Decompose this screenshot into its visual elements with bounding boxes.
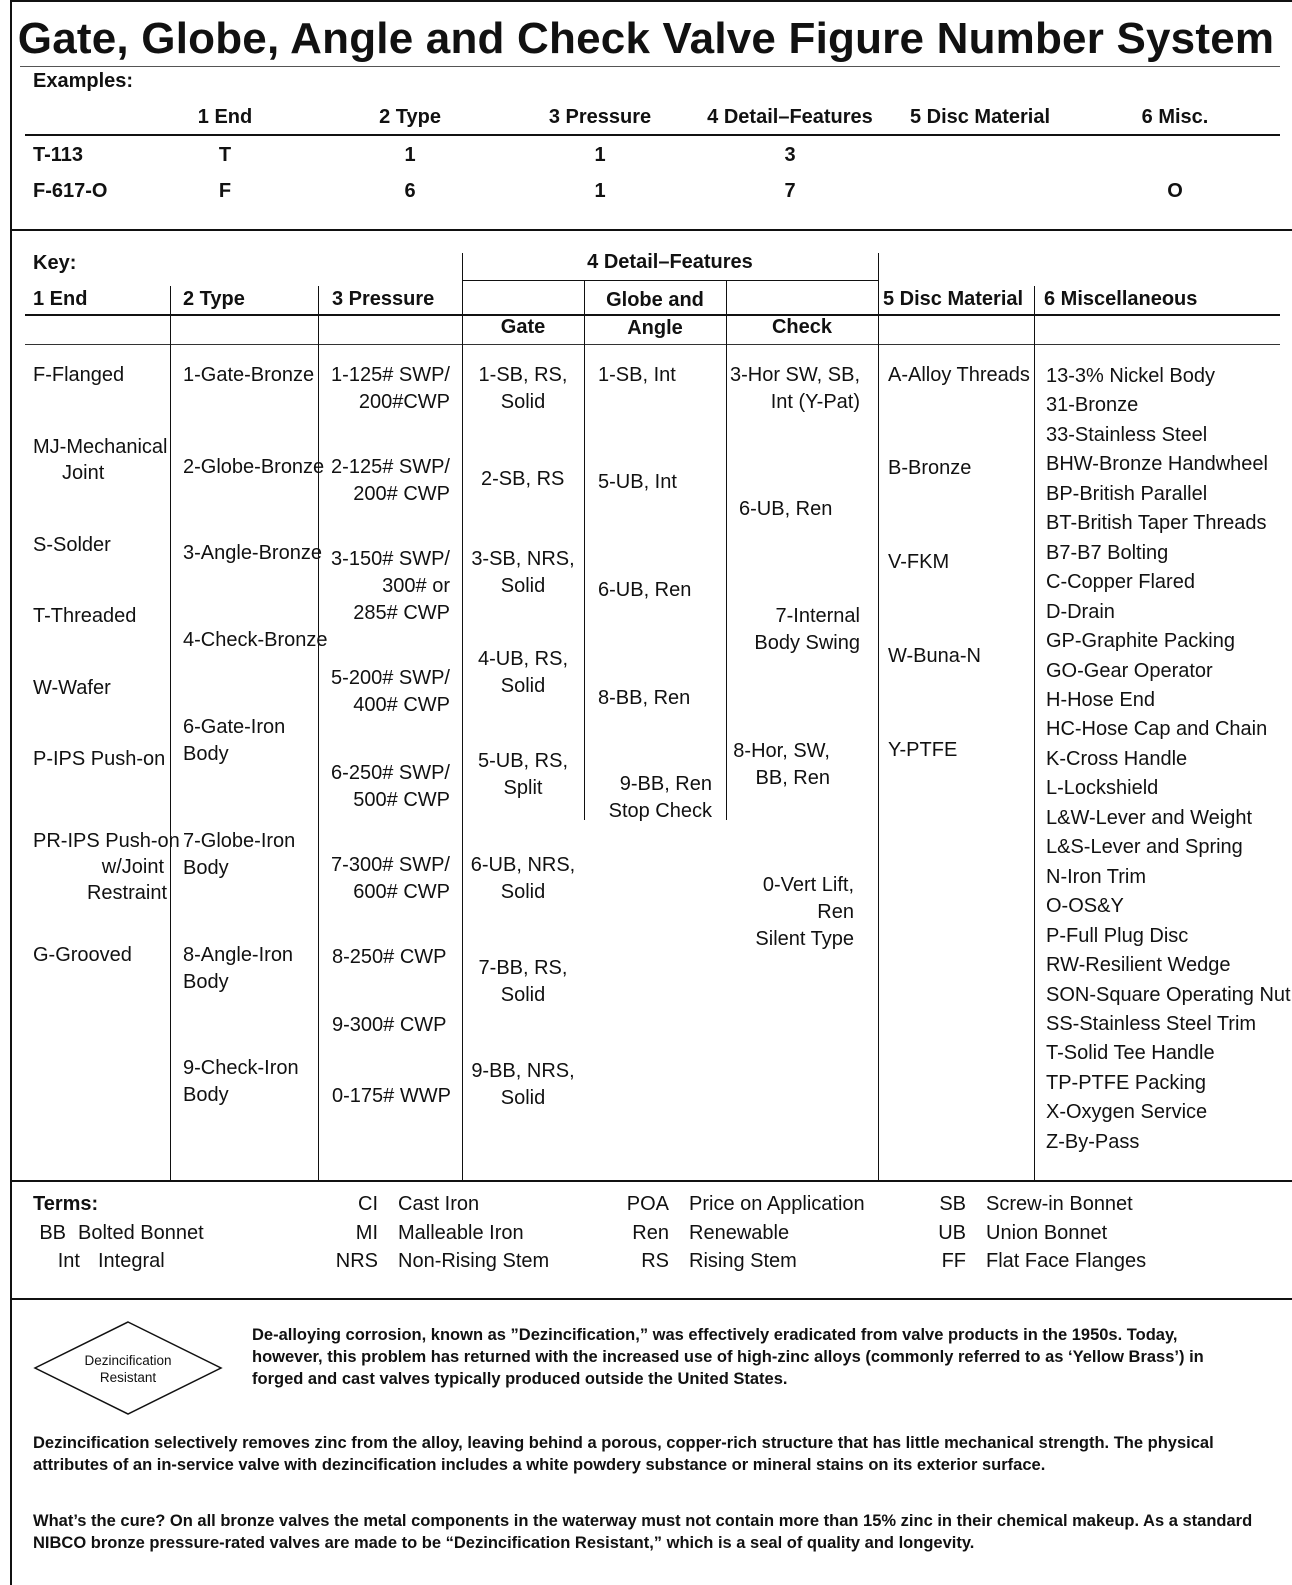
- pressure-item-7: 7-300# SWP/ 600# CWP: [331, 854, 450, 903]
- misc-item: 13-3% Nickel Body: [1046, 365, 1215, 387]
- section-divider-1: [10, 229, 1292, 231]
- pressure-item-6: 6-250# SWP/ 500# CWP: [331, 762, 450, 811]
- example-row-1-type: 1: [404, 144, 416, 166]
- pressure-item-9: 9-300# CWP: [332, 1014, 447, 1036]
- examples-header-type: 2 Type: [379, 106, 441, 128]
- term-def: Rising Stem: [689, 1250, 797, 1272]
- misc-item: X-Oxygen Service: [1046, 1101, 1208, 1124]
- pressure-item-3: 3-150# SWP/ 300# or 285# CWP: [331, 548, 450, 624]
- key-header-type: 2 Type: [183, 288, 245, 310]
- frame-top: [10, 0, 1292, 2]
- key-header-misc: 6 Miscellaneous: [1044, 288, 1198, 310]
- term-def: Bolted Bonnet: [78, 1222, 204, 1244]
- example-row-2-type: 6: [404, 180, 416, 202]
- end-item-grooved: G-Grooved: [33, 944, 132, 966]
- misc-item: HC-Hose Cap and Chain: [1046, 718, 1268, 741]
- misc-item: 31-Bronze: [1046, 394, 1139, 417]
- misc-item: 33-Stainless Steel: [1046, 423, 1208, 446]
- key-header-end: 1 End: [33, 288, 88, 310]
- misc-item: H-Hose End: [1046, 688, 1155, 711]
- end-item-flanged: F-Flanged: [33, 364, 125, 386]
- check-item-3: 3-Hor SW, SB, Int (Y-Pat): [729, 364, 860, 413]
- col-sep-6: [878, 253, 879, 1180]
- term-def: Malleable Iron: [398, 1222, 524, 1244]
- term-abbr: FF: [941, 1250, 966, 1272]
- gate-item-4: 4-UB, RS, Solid: [477, 648, 569, 697]
- col-sep-4: [584, 280, 585, 820]
- gate-item-1: 1-SB, RS, Solid: [478, 364, 568, 413]
- key-header-globe: Globe and Angle: [606, 289, 704, 339]
- examples-header-detail: 4 Detail–Features: [707, 106, 873, 128]
- check-item-0: 0-Vert Lift, Ren Silent Type: [755, 874, 854, 950]
- misc-item: L&S-Lever and Spring: [1046, 836, 1243, 859]
- pressure-item-8: 8-250# CWP: [332, 946, 447, 968]
- example-row-1-code: T-113: [33, 144, 84, 166]
- type-item-8: 8-Angle-Iron Body: [183, 944, 294, 993]
- dezinc-paragraph-2: Dezincification selectively removes zinc from the alloy, leaving behind a porous, copper-rich structure that has little mechanical strength. The physical attributes of an in-service valve with dezincification includes a white powdery substance or mineral stains on its exterior surface.: [33, 1434, 1214, 1474]
- end-item-ips-push-on: P-IPS Push-on: [33, 748, 166, 770]
- term-abbr: BB: [39, 1222, 66, 1244]
- end-item-solder: S-Solder: [33, 534, 111, 556]
- term-abbr: UB: [938, 1222, 966, 1244]
- gate-item-9: 9-BB, NRS, Solid: [471, 1060, 575, 1109]
- page-title: Gate, Globe, Angle and Check Valve Figure Number System: [17, 14, 1275, 63]
- dezinc-paragraph-1: De-alloying corrosion, known as ”Dezincification,” was effectively eradicated from valve products in the 1950s. Today, however, this problem has returned with the increased use of high-zinc alloys (commonly referred to as ‘Yellow Brass’) in forged and cast valves typically produced outside the United States.: [252, 1326, 1204, 1388]
- examples-header-misc: 6 Misc.: [1141, 106, 1209, 128]
- key-header-check: Check: [771, 316, 833, 338]
- term-def: Price on Application: [689, 1193, 865, 1215]
- type-item-2: 2-Globe-Bronze: [183, 456, 325, 478]
- type-item-9: 9-Check-Iron Body: [183, 1057, 299, 1106]
- example-row-2-detail: 7: [784, 180, 796, 202]
- end-item-threaded: T-Threaded: [33, 605, 137, 627]
- pressure-item-1: 1-125# SWP/ 200#CWP: [331, 364, 450, 413]
- pressure-item-0: 0-175# WWP: [332, 1085, 451, 1107]
- misc-item: BHW-Bronze Handwheel: [1046, 453, 1268, 476]
- example-row-1-pressure: 1: [594, 144, 606, 166]
- misc-list: [1046, 362, 1291, 1157]
- pressure-item-2: 2-125# SWP/ 200# CWP: [331, 456, 450, 505]
- globe-item-1: 1-SB, Int: [598, 364, 676, 386]
- misc-item: C-Copper Flared: [1046, 571, 1195, 594]
- gate-item-6: 6-UB, NRS, Solid: [470, 854, 576, 903]
- term-def: Screw-in Bonnet: [986, 1193, 1133, 1215]
- examples-label: Examples:: [33, 70, 134, 92]
- misc-item: RW-Resilient Wedge: [1046, 954, 1231, 977]
- term-abbr: Ren: [632, 1222, 669, 1244]
- type-item-6: 6-Gate-Iron Body: [183, 716, 286, 765]
- term-def: Flat Face Flanges: [986, 1250, 1147, 1272]
- disc-item-w: W-Buna-N: [888, 645, 981, 667]
- disc-item-b: B-Bronze: [888, 457, 972, 479]
- term-abbr: MI: [355, 1222, 378, 1244]
- gate-item-2: 2-SB, RS: [481, 468, 565, 490]
- key-header-pressure: 3 Pressure: [332, 288, 435, 310]
- examples-header-end: 1 End: [197, 106, 253, 128]
- end-item-mechanical: MJ-Mechanical: [33, 436, 168, 458]
- disc-item-a: A-Alloy Threads: [888, 364, 1030, 386]
- key-header-rule-2: [25, 344, 1280, 345]
- misc-item: GO-Gear Operator: [1046, 659, 1213, 682]
- term-abbr: POA: [626, 1193, 669, 1215]
- misc-item: L-Lockshield: [1046, 777, 1159, 800]
- type-item-3: 3-Angle-Bronze: [183, 542, 322, 564]
- misc-item: T-Solid Tee Handle: [1046, 1042, 1215, 1065]
- check-item-7: 7-Internal Body Swing: [754, 605, 860, 654]
- disc-item-v: V-FKM: [888, 551, 950, 573]
- detail-features-rule: [462, 280, 878, 281]
- title-underline: [20, 66, 1280, 67]
- term-abbr: NRS: [335, 1250, 378, 1272]
- end-item-pr-ips-restraint: Restraint: [86, 882, 167, 904]
- examples-header-pressure: 3 Pressure: [548, 106, 652, 128]
- misc-item: P-Full Plug Disc: [1046, 924, 1189, 947]
- globe-item-9: 9-BB, Ren Stop Check: [608, 773, 712, 822]
- end-item-pr-ips: PR-IPS Push-on: [33, 830, 180, 852]
- globe-item-6: 6-UB, Ren: [598, 579, 692, 601]
- examples-header-rule: [25, 134, 1280, 136]
- term-abbr: Int: [57, 1250, 80, 1272]
- key-header-disc: 5 Disc Material: [883, 288, 1024, 310]
- term-def: Union Bonnet: [986, 1222, 1108, 1244]
- key-header-gate: Gate: [500, 316, 546, 338]
- misc-item: TP-PTFE Packing: [1046, 1071, 1207, 1094]
- section-divider-2: [10, 1180, 1292, 1182]
- example-row-2-end: F: [218, 180, 232, 202]
- check-item-6: 6-UB, Ren: [739, 498, 833, 520]
- dezinc-paragraph-3: What’s the cure? On all bronze valves the metal components in the waterway must not contain more than 15% zinc in their chemical makeup. As a standard NIBCO bronze pressure-rated valves are made to be “Dezincification Resistant,” which is a seal of quality and longevity.: [33, 1512, 1253, 1552]
- col-sep-1: [170, 286, 171, 1180]
- examples-header-disc: 5 Disc Material: [909, 106, 1051, 128]
- gate-item-5: 5-UB, RS, Split: [477, 750, 569, 799]
- misc-item: SS-Stainless Steel Trim: [1046, 1012, 1257, 1035]
- example-row-1-detail: 3: [784, 144, 796, 166]
- end-item-wafer: W-Wafer: [33, 677, 111, 699]
- misc-item: L&W-Lever and Weight: [1046, 806, 1253, 829]
- end-item-pr-ips-joint: w/Joint: [101, 856, 164, 878]
- misc-item: Z-By-Pass: [1046, 1130, 1140, 1153]
- section-divider-3: [10, 1298, 1292, 1300]
- misc-item: GP-Graphite Packing: [1046, 630, 1235, 653]
- misc-item: BP-British Parallel: [1046, 482, 1208, 505]
- term-def: Integral: [98, 1250, 165, 1272]
- term-def: Cast Iron: [398, 1193, 480, 1215]
- gate-item-7: 7-BB, RS, Solid: [478, 957, 568, 1006]
- check-item-8: 8-Hor, SW, BB, Ren: [733, 740, 830, 789]
- example-row-2-misc: O: [1167, 180, 1183, 202]
- misc-item: SON-Square Operating Nut: [1046, 983, 1291, 1006]
- pressure-item-5: 5-200# SWP/ 400# CWP: [331, 667, 450, 716]
- misc-item: BT-British Taper Threads: [1046, 512, 1267, 535]
- type-item-1: 1-Gate-Bronze: [183, 364, 315, 386]
- frame-left: [10, 0, 12, 1585]
- disc-item-y: Y-PTFE: [888, 739, 958, 761]
- term-abbr: RS: [641, 1250, 669, 1272]
- type-item-4: 4-Check-Bronze: [183, 629, 328, 651]
- misc-item: O-OS&Y: [1046, 895, 1124, 918]
- end-item-mechanical-joint: Joint: [62, 462, 105, 484]
- example-row-2-code: F-617-O: [33, 180, 108, 202]
- example-row-2-pressure: 1: [594, 180, 606, 202]
- key-label: Key:: [33, 252, 77, 274]
- term-def: Non-Rising Stem: [398, 1250, 550, 1272]
- col-sep-7: [1034, 286, 1035, 1180]
- example-row-1-end: T: [218, 144, 232, 166]
- key-header-detail: 4 Detail–Features: [587, 251, 753, 273]
- globe-item-5: 5-UB, Int: [598, 471, 677, 493]
- misc-item: N-Iron Trim: [1046, 865, 1146, 888]
- misc-item: K-Cross Handle: [1046, 747, 1188, 770]
- gate-item-3: 3-SB, NRS, Solid: [471, 548, 575, 597]
- type-item-7: 7-Globe-Iron Body: [183, 830, 296, 879]
- globe-item-8: 8-BB, Ren: [598, 687, 691, 709]
- misc-item: D-Drain: [1046, 600, 1115, 623]
- term-abbr: SB: [939, 1193, 966, 1215]
- terms-label: Terms:: [33, 1193, 99, 1215]
- col-sep-2: [318, 286, 319, 1180]
- term-abbr: CI: [358, 1193, 378, 1215]
- dezincification-badge-text: Dezincification Resistant: [84, 1353, 172, 1385]
- misc-item: B7-B7 Bolting: [1046, 541, 1169, 564]
- term-def: Renewable: [689, 1222, 790, 1244]
